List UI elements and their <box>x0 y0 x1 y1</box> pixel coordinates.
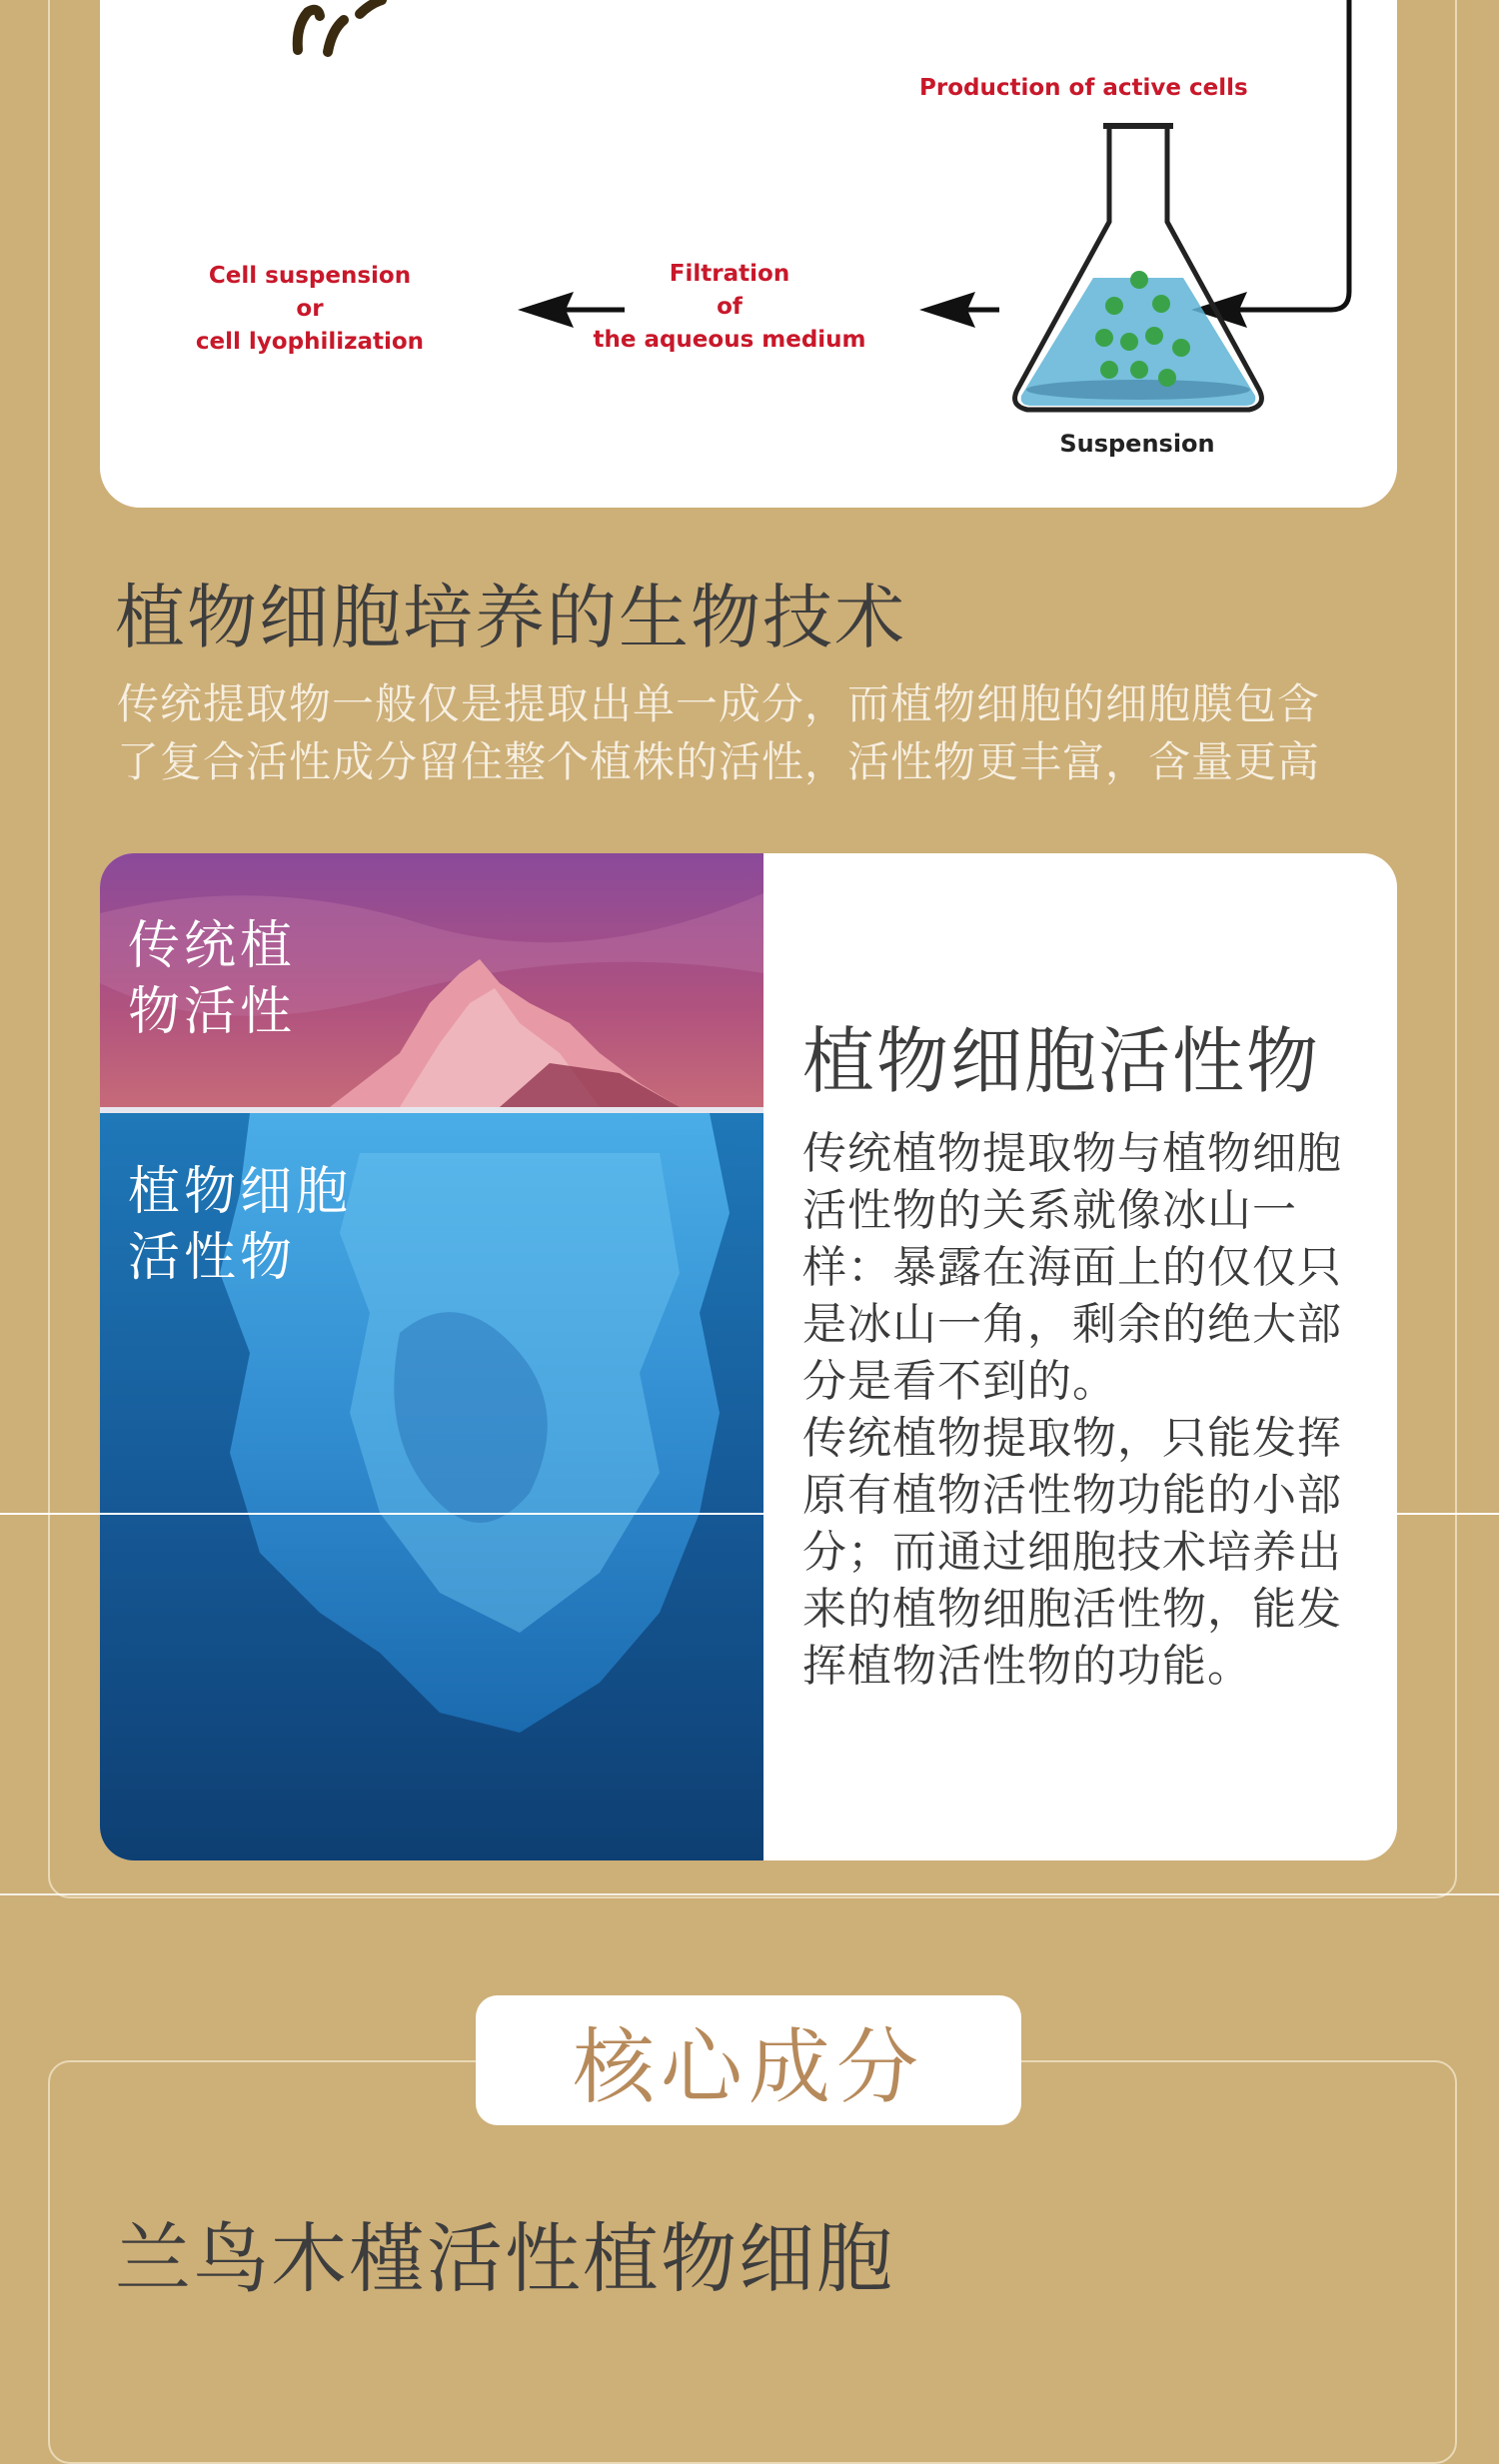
cell-actives-line-1: 植物细胞 <box>128 1162 353 1222</box>
cell-actives-line-2: 活性物 <box>128 1228 297 1288</box>
core-ingredients-title: 核心成分 <box>572 2019 924 2115</box>
section-body-biotech <box>117 675 1416 791</box>
body-line-1: 传统提取物一般仅是提取出单一成分，而植物细胞的细胞膜包含 <box>117 679 1321 728</box>
iceberg-label-cell-actives <box>128 1159 388 1291</box>
return-arrow-line <box>1217 0 1349 310</box>
cell-line-1: Cell suspension <box>208 263 412 289</box>
core-ingredients-title-pill <box>476 1995 1021 2125</box>
iceberg-comparison-card <box>100 853 1397 1860</box>
section-heading-ingredient: 兰鸟木槿活性植物细胞 <box>115 2214 894 2303</box>
production-label: Production of active cells <box>919 75 1248 101</box>
divider-line-right <box>1397 1513 1499 1515</box>
card-title: 植物细胞活性物 <box>802 1019 1321 1103</box>
traditional-line-2: 物活性 <box>128 982 297 1042</box>
plant-root-graphic-3 <box>360 0 382 14</box>
cell-line-2: or <box>296 296 324 322</box>
section-divider-line <box>0 1893 1499 1895</box>
cell-suspension-label <box>160 260 460 359</box>
body-line-2: 了复合活性成分留住整个植株的活性，活性物更丰富，含量更高 <box>117 737 1321 786</box>
card-paragraph-1: 传统植物提取物与植物细胞活性物的关系就像冰山一样：暴露在海面上的仅仅只是冰山一角，剩余的绝大部分是看不到的。 <box>802 1128 1342 1407</box>
filtration-line-3: the aqueous medium <box>593 327 866 353</box>
filtration-line-1: Filtration <box>669 261 790 287</box>
plant-root-graphic-2 <box>328 20 344 52</box>
process-diagram-card <box>100 0 1397 508</box>
filtration-label <box>580 258 879 357</box>
flask-icon <box>1015 126 1262 410</box>
card-paragraph-2: 传统植物提取物，只能发挥原有植物活性物功能的小部分；而通过细胞技术培养出来的植物细胞活性物，能发挥植物活性物的功能。 <box>802 1413 1342 1692</box>
iceberg-label-traditional <box>128 913 388 1045</box>
filtration-line-2: of <box>717 294 743 320</box>
plant-root-graphic <box>298 10 320 50</box>
suspension-label: Suspension <box>1059 430 1215 458</box>
traditional-line-1: 传统植 <box>128 916 297 976</box>
section-heading-biotech: 植物细胞培养的生物技术 <box>115 577 906 658</box>
cell-line-3: cell lyophilization <box>195 329 425 355</box>
arrow-head-2 <box>518 292 574 328</box>
divider-line-left <box>0 1513 765 1515</box>
card-description <box>802 1125 1374 1695</box>
arrow-head-1 <box>919 292 975 328</box>
